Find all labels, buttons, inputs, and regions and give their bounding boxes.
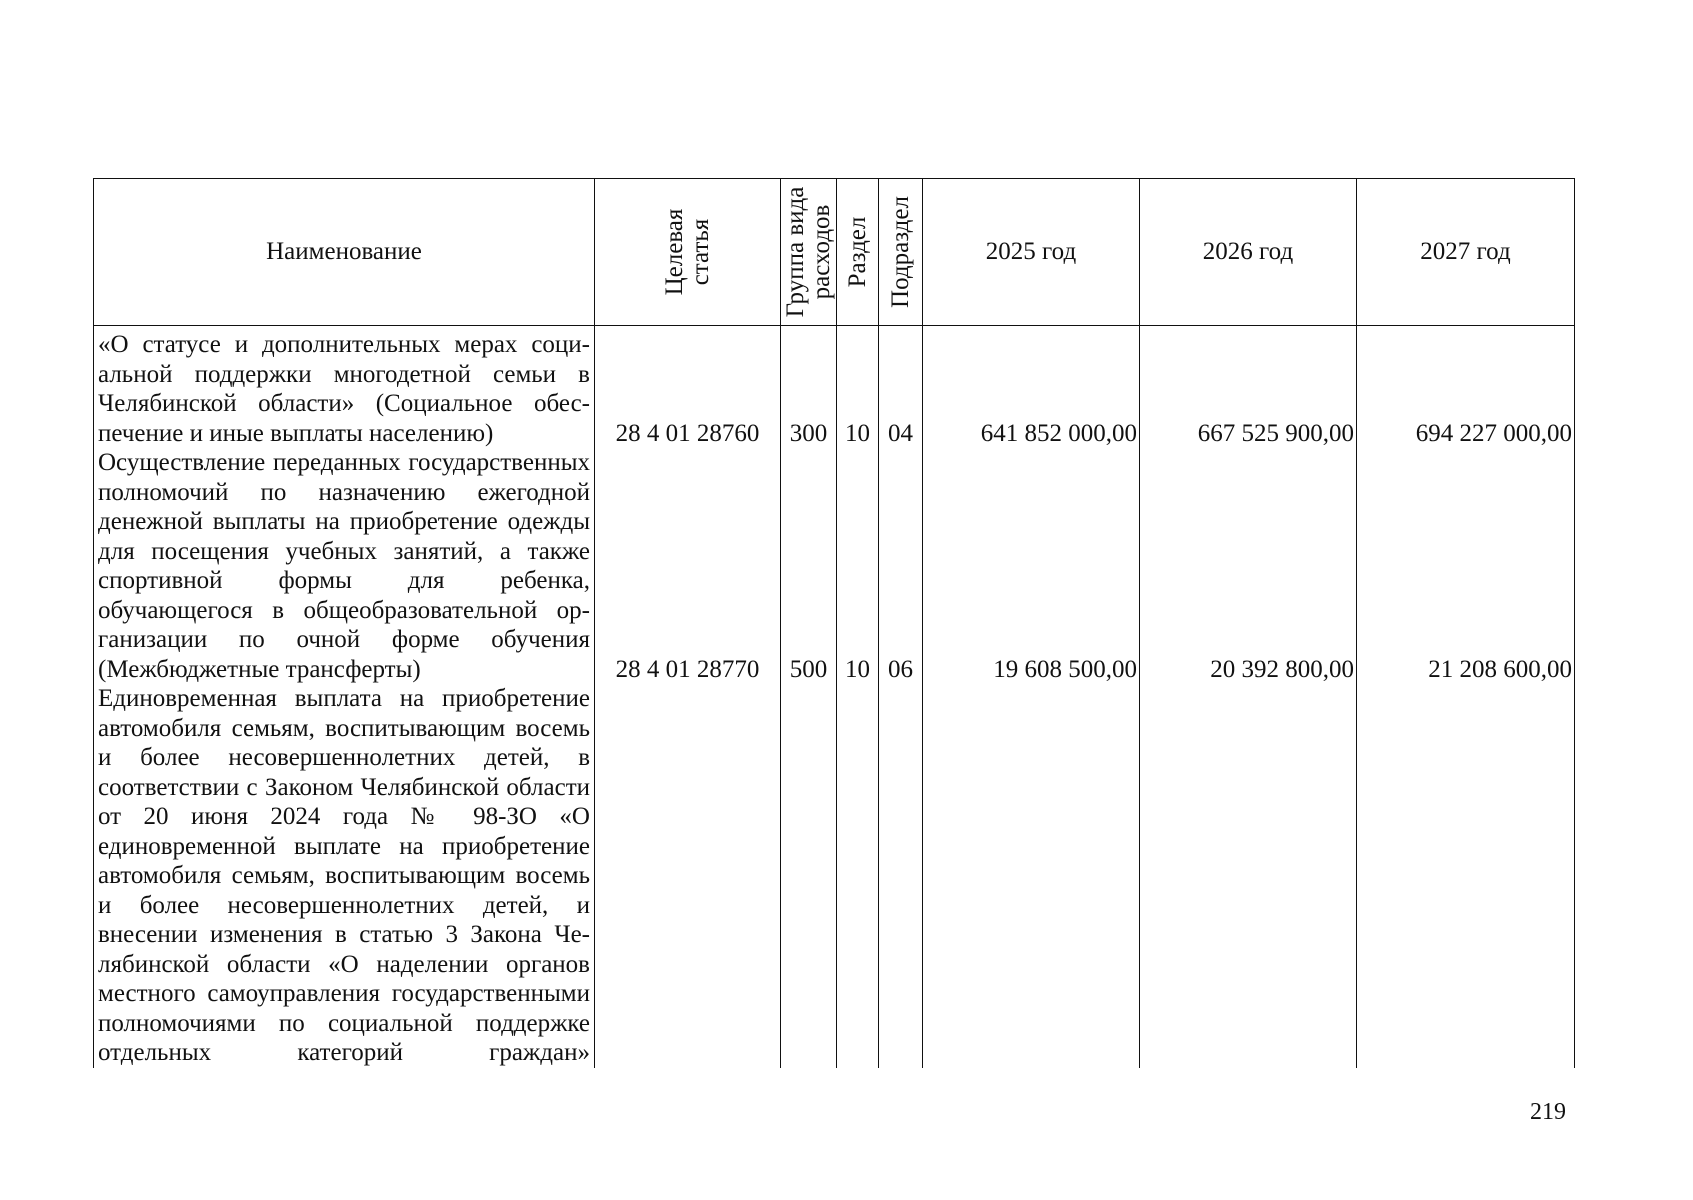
row-expense-group — [781, 684, 837, 1068]
header-subsection-label: Подраздел — [886, 196, 914, 308]
header-target-line2: статья — [686, 218, 714, 286]
page-number: 219 — [1530, 1099, 1566, 1125]
table-row — [94, 448, 1575, 684]
header-target-line1: Целевая — [660, 208, 688, 296]
row-section: 10 — [837, 326, 879, 449]
row-name: «О статусе и дополнительных мерах социальной поддержки многодетной семьи в Челябинской области» (Социальное обеспечение и иные выплаты населению) — [94, 326, 595, 449]
row-section — [837, 684, 879, 1068]
row-amount-2027: 694 227 000,00 — [1357, 326, 1575, 449]
row-amount-2027 — [1357, 684, 1575, 1068]
header-subsection — [879, 179, 923, 326]
header-year-2027: 2027 год — [1357, 179, 1575, 326]
row-name: Осуществление переданных государственных полномочий по назначению ежегодной денежной выплаты на приобретение одежды для посещения учебных занятий, а также спортивной формы для ребенка, обучающегося в общеобразовательной организации по очной форме обучения (Межбюджетные трансферты) — [94, 448, 595, 684]
row-expense-group: 300 — [781, 326, 837, 449]
row-amount-2027: 21 208 600,00 — [1357, 448, 1575, 684]
row-target-article — [595, 684, 781, 1068]
table-row — [94, 684, 1575, 1068]
table-row — [94, 326, 1575, 449]
budget-table — [93, 178, 1575, 1068]
header-name: Наименование — [94, 179, 595, 326]
row-amount-2026: 20 392 800,00 — [1140, 448, 1357, 684]
row-amount-2025 — [923, 684, 1140, 1068]
row-subsection: 04 — [879, 326, 923, 449]
header-section-label: Раздел — [843, 216, 871, 288]
row-subsection — [879, 684, 923, 1068]
table-header-row — [94, 179, 1575, 326]
row-amount-2025: 641 852 000,00 — [923, 326, 1140, 449]
row-target-article: 28 4 01 28770 — [595, 448, 781, 684]
row-amount-2026 — [1140, 684, 1357, 1068]
row-subsection: 06 — [879, 448, 923, 684]
header-group-line2: расходов — [807, 204, 835, 300]
header-year-2026: 2026 год — [1140, 179, 1357, 326]
header-section — [837, 179, 879, 326]
row-target-article: 28 4 01 28760 — [595, 326, 781, 449]
header-year-2025: 2025 год — [923, 179, 1140, 326]
header-target-article — [595, 179, 781, 326]
row-name: Единовременная выплата на приобретение автомобиля семьям, воспитывающим восемь и более несовершеннолетних детей, в соответствии с Законом Челябинской области от 20 июня 2024 года № 98-ЗО «О единовременной выплате на приобретение автомобиля семьям, воспитывающим восемь и более несовершеннолетних детей, и внесении изменения в статью 3 Закона Челябинской области «О наделении органов местного самоуправления государственными полномочиями по социальной поддержке отдельных категорий граждан» — [94, 684, 595, 1068]
header-expense-group — [781, 179, 837, 326]
row-amount-2026: 667 525 900,00 — [1140, 326, 1357, 449]
header-group-line1: Группа вида — [781, 186, 809, 318]
row-expense-group: 500 — [781, 448, 837, 684]
row-amount-2025: 19 608 500,00 — [923, 448, 1140, 684]
row-section: 10 — [837, 448, 879, 684]
